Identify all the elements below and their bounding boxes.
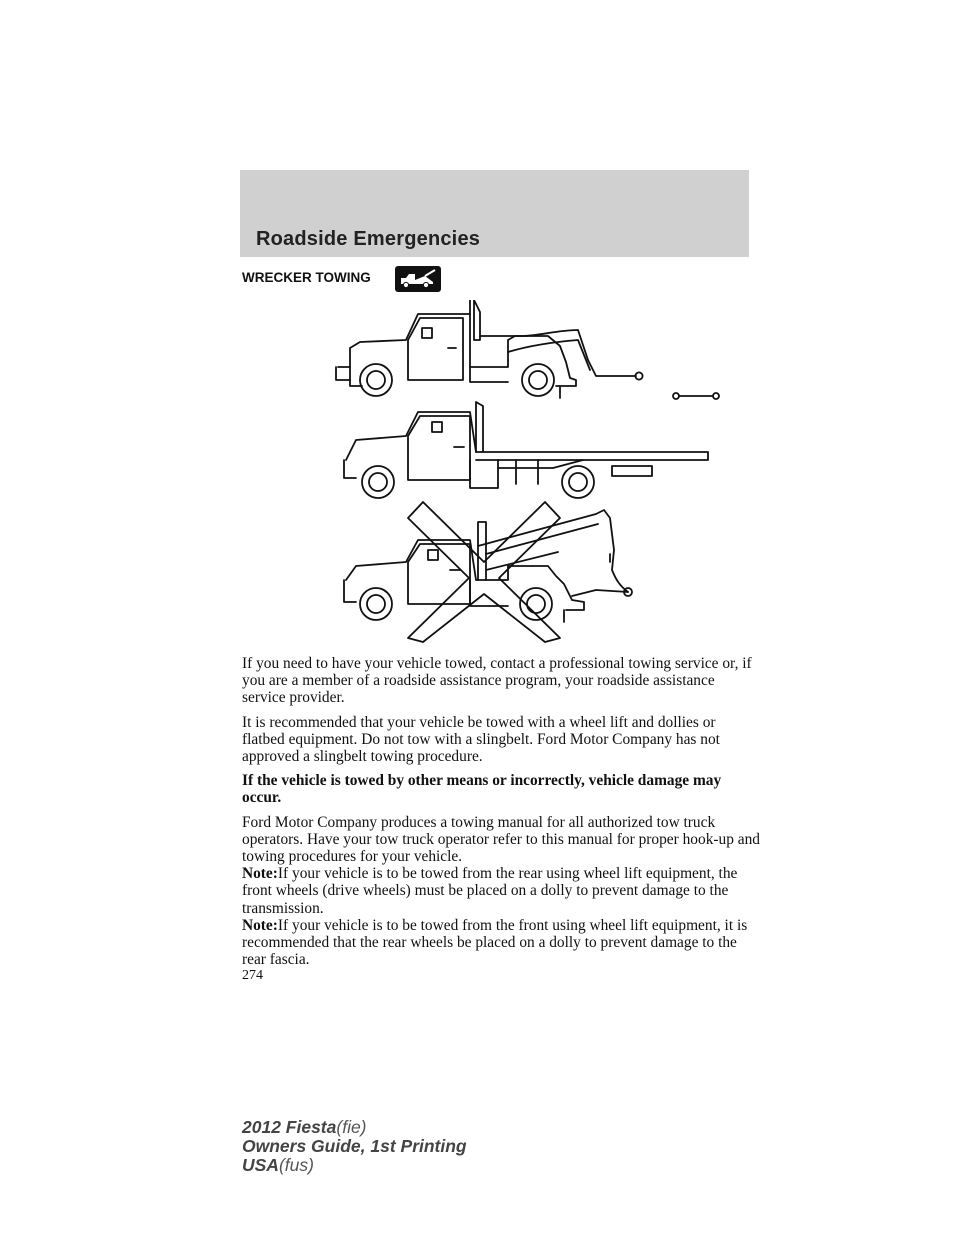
note-label: Note: — [242, 865, 278, 883]
page-number: 274 — [242, 968, 263, 983]
flatbed-tow-truck — [344, 402, 708, 498]
tow-truck-icon — [395, 266, 441, 292]
note-rear-towing — [242, 865, 762, 917]
section-heading: WRECKER TOWING — [242, 270, 371, 285]
wheel-lift-tow-truck — [336, 300, 719, 399]
note-label: Note: — [242, 916, 278, 934]
paragraph-towing-service: If you need to have your vehicle towed, contact a professional towing service or, if you are a member of a roadside assistance program, your roadside assistance service provider. — [242, 655, 752, 707]
footer-line-model — [242, 1118, 467, 1137]
footer-market-code: (fus) — [278, 1155, 314, 1175]
note-front-towing — [242, 917, 762, 969]
crossed-out-mark — [408, 502, 560, 642]
footer-market: USA — [242, 1155, 279, 1175]
note-text: If your vehicle is to be towed from the front using wheel lift equipment, it is recommended that the rear wheels be placed on a dolly to prevent damage to the rear fascia. — [242, 916, 748, 969]
footer-model-code: (fie) — [336, 1117, 367, 1137]
footer-edition-info — [242, 1118, 467, 1175]
footer-model: 2012 Fiesta — [242, 1117, 337, 1137]
towing-methods-figure — [328, 300, 738, 645]
body-text — [242, 655, 762, 968]
paragraph-towing-manual: Ford Motor Company produces a towing manual for all authorized tow truck operators. Have your tow truck operator refer to this manual for proper hook-up and towing procedures for your vehicle. — [242, 813, 760, 866]
header-band — [240, 170, 749, 257]
paragraph-damage-warning: If the vehicle is towed by other means or incorrectly, vehicle damage may occur. — [242, 772, 722, 807]
slingbelt-tow-truck — [344, 510, 632, 622]
page-title: Roadside Emergencies — [256, 228, 481, 250]
note-text: If your vehicle is to be towed from the rear using wheel lift equipment, the front wheels (drive wheels) must be placed on a dolly to prevent damage to the transmission. — [242, 865, 738, 917]
paragraph-recommended-equipment: It is recommended that your vehicle be towed with a wheel lift and dollies or flatbed equipment. Do not tow with a slingbelt. Ford Motor Company has not approved a slingbelt towing procedure. — [242, 713, 720, 766]
footer-line-printing: Owners Guide, 1st Printing — [242, 1136, 467, 1156]
footer-line-market — [242, 1156, 467, 1175]
